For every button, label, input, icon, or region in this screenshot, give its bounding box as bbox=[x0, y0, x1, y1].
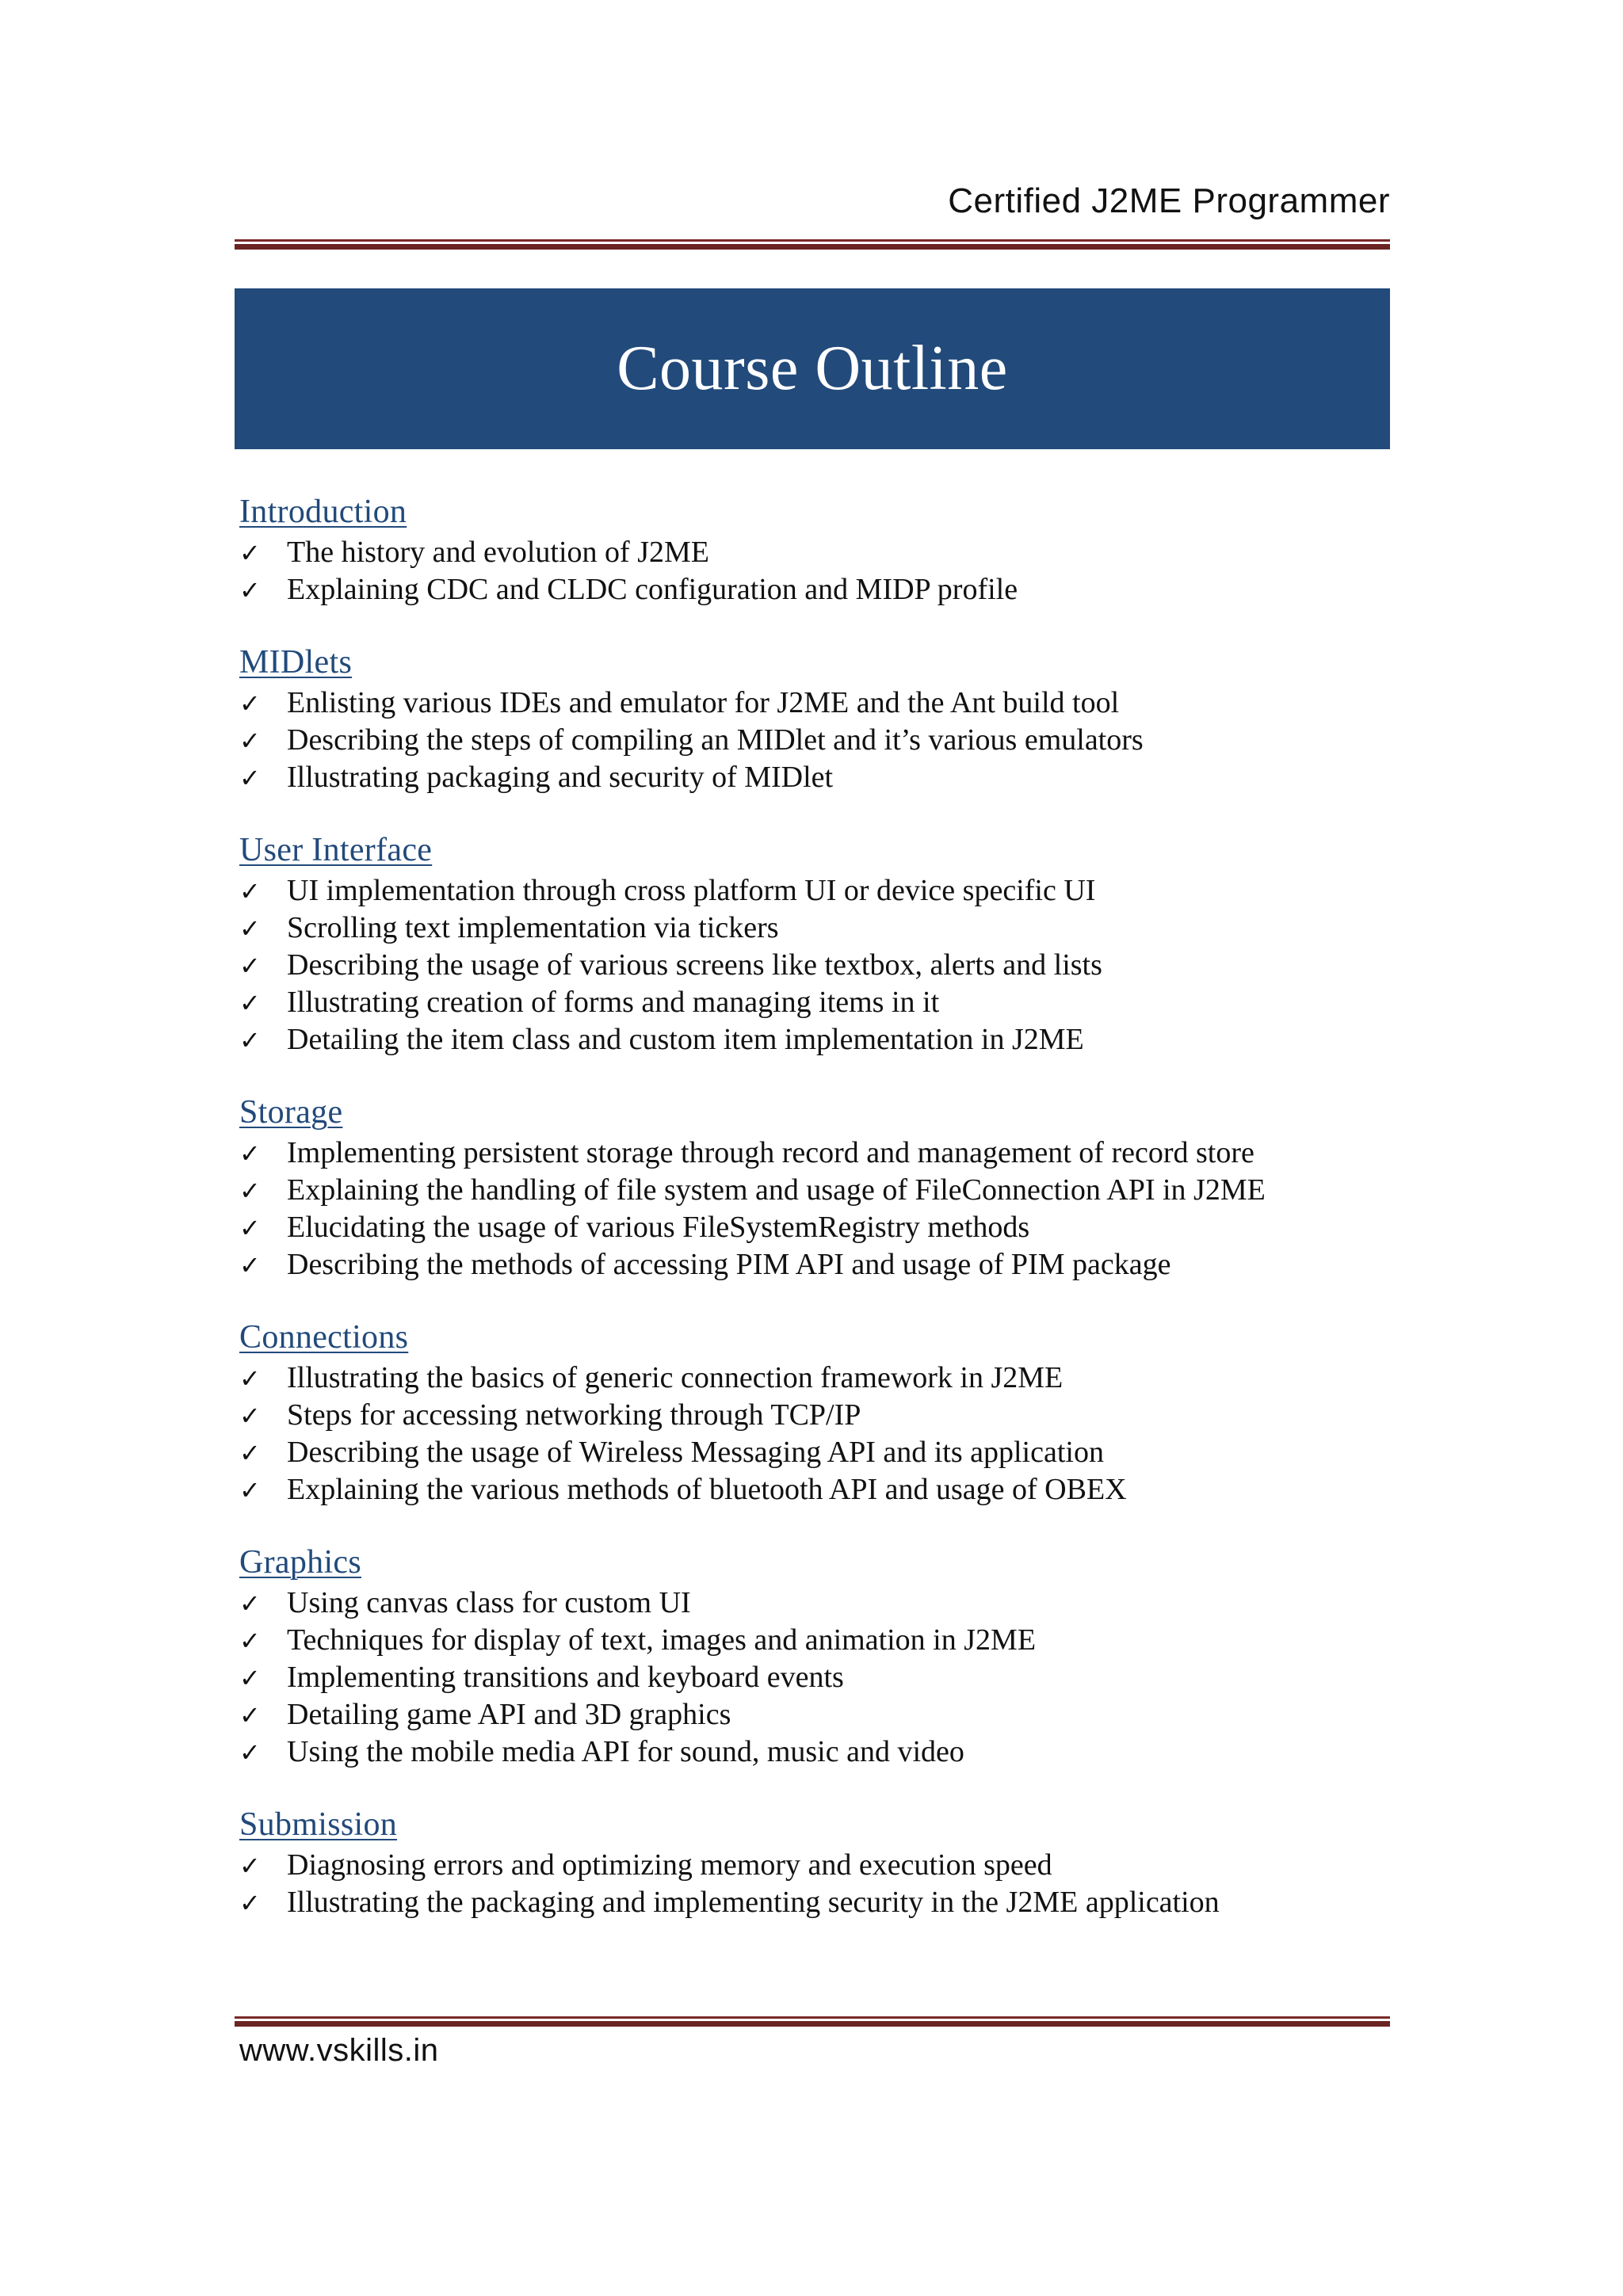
outline-content bbox=[239, 490, 1381, 1953]
checkmark-icon: ✓ bbox=[239, 988, 261, 1018]
list-item bbox=[239, 910, 1381, 947]
checkmark-icon: ✓ bbox=[239, 726, 261, 756]
banner-title: Course Outline bbox=[617, 334, 1008, 403]
list-item bbox=[239, 759, 1381, 796]
list-item bbox=[239, 1135, 1381, 1172]
list-item bbox=[239, 1209, 1381, 1246]
checkmark-icon: ✓ bbox=[239, 1250, 261, 1280]
list-item bbox=[239, 685, 1381, 722]
checkmark-icon: ✓ bbox=[239, 763, 261, 793]
list-item bbox=[239, 1847, 1381, 1884]
checkmark-icon: ✓ bbox=[239, 1475, 261, 1505]
list-item-text: Describing the methods of accessing PIM API and usage of PIM package bbox=[287, 1248, 1171, 1281]
checkmark-icon: ✓ bbox=[239, 538, 261, 568]
section-item-list bbox=[239, 685, 1381, 796]
list-item-text: Implementing transitions and keyboard events bbox=[287, 1661, 844, 1694]
list-item bbox=[239, 1471, 1381, 1508]
list-item-text: Scrolling text implementation via tickers bbox=[287, 911, 779, 944]
section-heading: MIDlets bbox=[239, 644, 353, 681]
checkmark-icon: ✓ bbox=[239, 575, 261, 605]
section-storage bbox=[239, 1090, 1381, 1283]
list-item bbox=[239, 1622, 1381, 1659]
section-item-list bbox=[239, 1360, 1381, 1508]
checkmark-icon: ✓ bbox=[239, 1363, 261, 1394]
checkmark-icon: ✓ bbox=[239, 876, 261, 906]
section-heading: User Interface bbox=[239, 832, 433, 868]
checkmark-icon: ✓ bbox=[239, 688, 261, 719]
section-item-list bbox=[239, 872, 1381, 1058]
list-item bbox=[239, 534, 1381, 571]
list-item-text: Detailing the item class and custom item implementation in J2ME bbox=[287, 1023, 1084, 1056]
list-item bbox=[239, 872, 1381, 910]
header-divider bbox=[235, 239, 1390, 250]
section-connections bbox=[239, 1315, 1381, 1508]
list-item-text: Detailing game API and 3D graphics bbox=[287, 1698, 731, 1731]
checkmark-icon: ✓ bbox=[239, 913, 261, 944]
section-midlets bbox=[239, 640, 1381, 796]
checkmark-icon: ✓ bbox=[239, 1401, 261, 1431]
list-item bbox=[239, 722, 1381, 759]
list-item bbox=[239, 1172, 1381, 1209]
list-item-text: Explaining the various methods of bluetooth API and usage of OBEX bbox=[287, 1473, 1127, 1506]
section-user-interface bbox=[239, 828, 1381, 1058]
list-item-text: Using the mobile media API for sound, music and video bbox=[287, 1735, 964, 1768]
list-item bbox=[239, 1585, 1381, 1622]
checkmark-icon: ✓ bbox=[239, 951, 261, 981]
checkmark-icon: ✓ bbox=[239, 1851, 261, 1881]
list-item-text: UI implementation through cross platform UI or device specific UI bbox=[287, 874, 1096, 907]
list-item bbox=[239, 1434, 1381, 1471]
list-item-text: Elucidating the usage of various FileSystemRegistry methods bbox=[287, 1211, 1030, 1244]
section-item-list bbox=[239, 534, 1381, 608]
list-item bbox=[239, 984, 1381, 1021]
section-heading: Storage bbox=[239, 1094, 343, 1131]
checkmark-icon: ✓ bbox=[239, 1138, 261, 1169]
list-item bbox=[239, 1696, 1381, 1733]
footer-website-link[interactable]: www.vskills.in bbox=[239, 2033, 439, 2068]
section-heading: Introduction bbox=[239, 494, 407, 530]
list-item bbox=[239, 1397, 1381, 1434]
checkmark-icon: ✓ bbox=[239, 1438, 261, 1468]
list-item-text: Steps for accessing networking through TCP/IP bbox=[287, 1398, 861, 1432]
section-item-list bbox=[239, 1585, 1381, 1771]
checkmark-icon: ✓ bbox=[239, 1025, 261, 1055]
list-item bbox=[239, 1360, 1381, 1397]
checkmark-icon: ✓ bbox=[239, 1626, 261, 1656]
list-item-text: Techniques for display of text, images and animation in J2ME bbox=[287, 1623, 1037, 1657]
section-heading: Connections bbox=[239, 1319, 409, 1356]
list-item bbox=[239, 1884, 1381, 1921]
list-item bbox=[239, 571, 1381, 608]
list-item-text: Illustrating creation of forms and managing items in it bbox=[287, 986, 940, 1019]
list-item bbox=[239, 947, 1381, 984]
list-item bbox=[239, 1246, 1381, 1283]
section-heading: Submission bbox=[239, 1806, 398, 1843]
page-header-title: Certified J2ME Programmer bbox=[948, 181, 1390, 220]
checkmark-icon: ✓ bbox=[239, 1700, 261, 1730]
checkmark-icon: ✓ bbox=[239, 1213, 261, 1243]
list-item-text: The history and evolution of J2ME bbox=[287, 536, 709, 569]
list-item-text: Implementing persistent storage through record and management of record store bbox=[287, 1136, 1254, 1169]
list-item-text: Describing the steps of compiling an MIDlet and it’s various emulators bbox=[287, 723, 1144, 757]
section-graphics bbox=[239, 1540, 1381, 1771]
checkmark-icon: ✓ bbox=[239, 1888, 261, 1918]
section-item-list bbox=[239, 1135, 1381, 1283]
list-item bbox=[239, 1733, 1381, 1771]
section-submission bbox=[239, 1802, 1381, 1921]
list-item-text: Diagnosing errors and optimizing memory and execution speed bbox=[287, 1848, 1052, 1882]
checkmark-icon: ✓ bbox=[239, 1737, 261, 1768]
list-item-text: Using canvas class for custom UI bbox=[287, 1586, 691, 1619]
section-item-list bbox=[239, 1847, 1381, 1921]
checkmark-icon: ✓ bbox=[239, 1663, 261, 1693]
list-item-text: Describing the usage of various screens like textbox, alerts and lists bbox=[287, 948, 1102, 982]
list-item bbox=[239, 1021, 1381, 1058]
section-introduction bbox=[239, 490, 1381, 608]
list-item-text: Enlisting various IDEs and emulator for J2ME and the Ant build tool bbox=[287, 686, 1120, 719]
section-heading: Graphics bbox=[239, 1544, 362, 1581]
list-item-text: Illustrating packaging and security of MIDlet bbox=[287, 761, 834, 794]
checkmark-icon: ✓ bbox=[239, 1589, 261, 1619]
footer-divider bbox=[235, 2016, 1390, 2027]
checkmark-icon: ✓ bbox=[239, 1176, 261, 1206]
list-item bbox=[239, 1659, 1381, 1696]
list-item-text: Explaining CDC and CLDC configuration and MIDP profile bbox=[287, 573, 1018, 606]
course-outline-banner bbox=[235, 288, 1390, 449]
list-item-text: Illustrating the basics of generic connection framework in J2ME bbox=[287, 1361, 1064, 1394]
list-item-text: Describing the usage of Wireless Messaging API and its application bbox=[287, 1436, 1104, 1469]
list-item-text: Explaining the handling of file system and usage of FileConnection API in J2ME bbox=[287, 1173, 1266, 1207]
list-item-text: Illustrating the packaging and implementing security in the J2ME application bbox=[287, 1886, 1220, 1919]
